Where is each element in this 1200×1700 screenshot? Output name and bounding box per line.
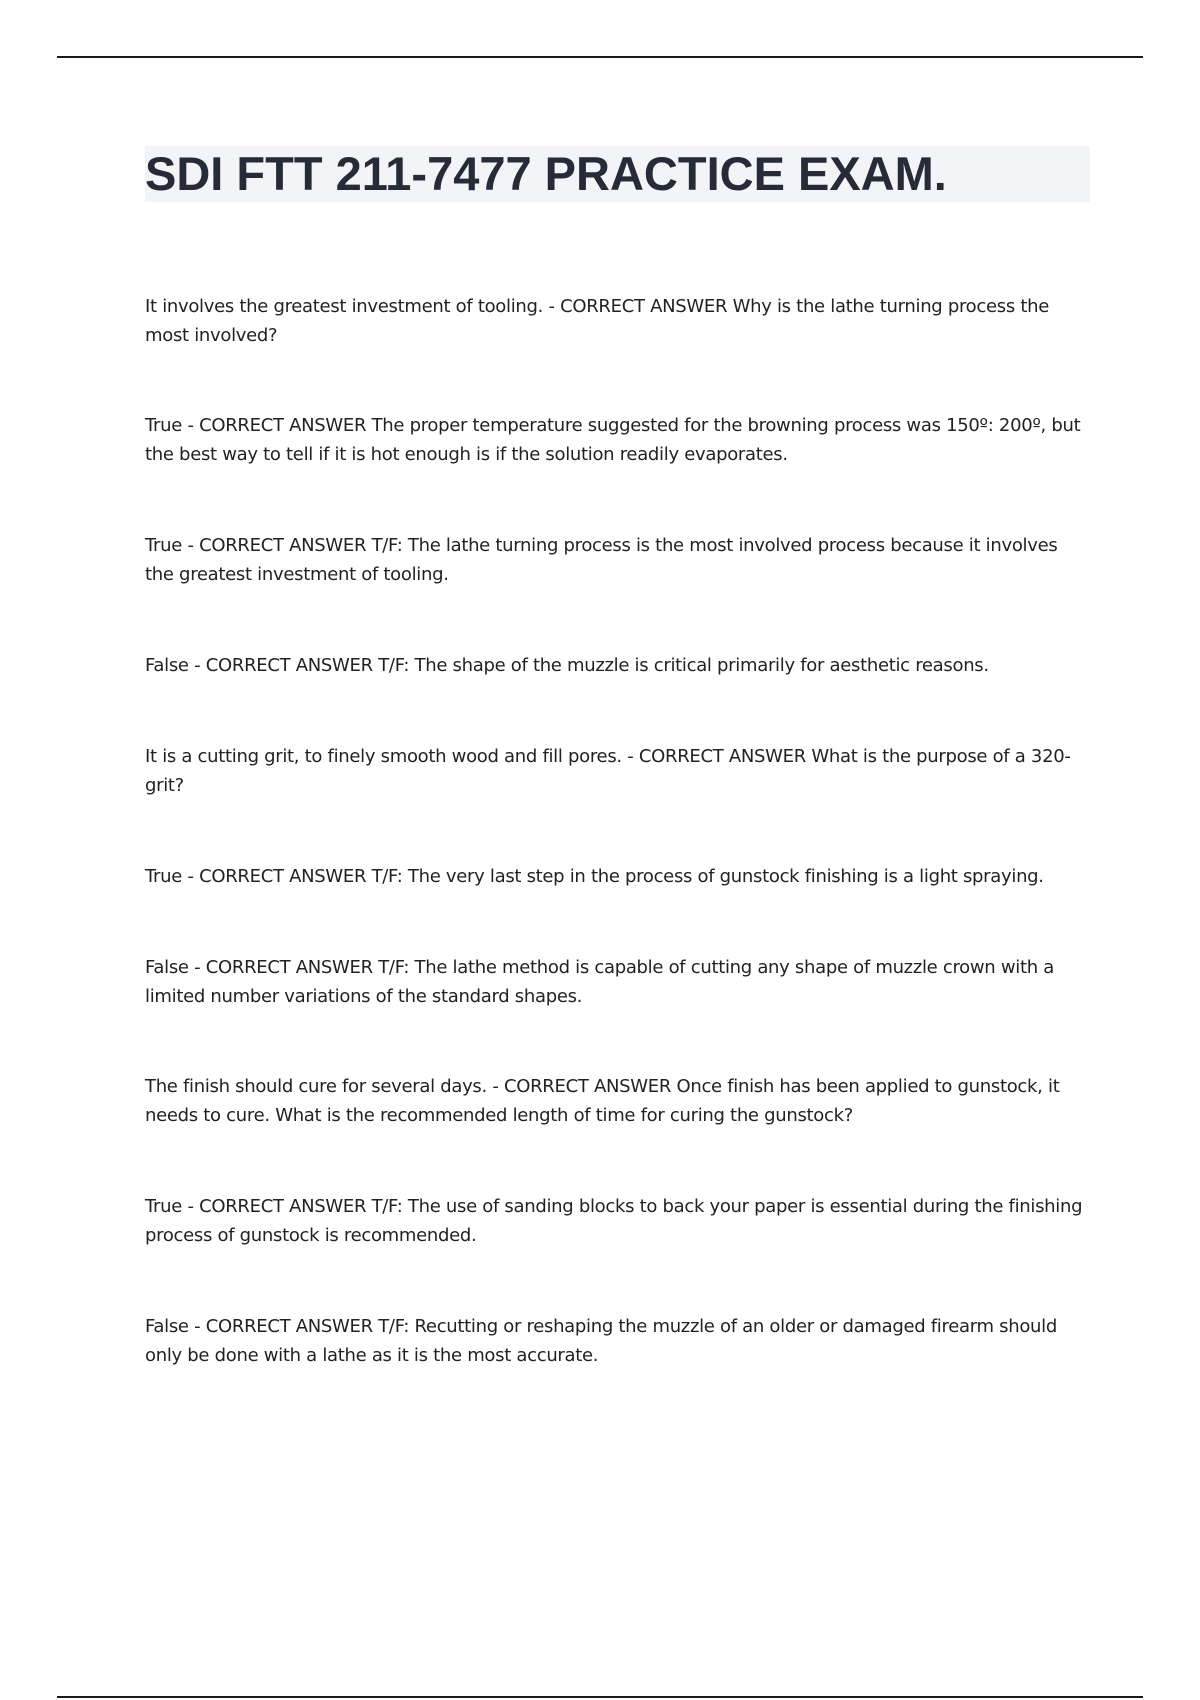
- qa-item-3: True - CORRECT ANSWER T/F: The lathe turning process is the most involved process because it involves the greatest investment of tooling.: [145, 535, 1058, 585]
- qa-item-8: The finish should cure for several days. - CORRECT ANSWER Once finish has been applied to gunstock, it needs to cure. What is the recommended length of time for curing the gunstock?: [145, 1076, 1060, 1126]
- qa-item-1: It involves the greatest investment of tooling. - CORRECT ANSWER Why is the lathe turning process the most involved?: [145, 296, 1049, 346]
- bottom-rule: [57, 1696, 1143, 1698]
- qa-item-10: False - CORRECT ANSWER T/F: Recutting or reshaping the muzzle of an older or damaged firearm should only be done with a lathe as it is the most accurate.: [145, 1316, 1057, 1366]
- qa-item-9: True - CORRECT ANSWER T/F: The use of sanding blocks to back your paper is essential during the finishing process of gunstock is recommended.: [145, 1196, 1083, 1246]
- qa-item-4: False - CORRECT ANSWER T/F: The shape of the muzzle is critical primarily for aesthetic reasons.: [145, 655, 989, 676]
- qa-item-6: True - CORRECT ANSWER T/F: The very last step in the process of gunstock finishing is a light spraying.: [145, 866, 1044, 887]
- qa-item-7: False - CORRECT ANSWER T/F: The lathe method is capable of cutting any shape of muzzle crown with a limited number variations of the standard shapes.: [145, 957, 1054, 1007]
- qa-item-5: It is a cutting grit, to finely smooth wood and fill pores. - CORRECT ANSWER What is the purpose of a 320-grit?: [145, 746, 1071, 796]
- qa-item-2: True - CORRECT ANSWER The proper temperature suggested for the browning process was 150º: 200º, but the best way to tell if it is hot enough is if the solution readily evaporates.: [145, 415, 1081, 465]
- document-title: SDI FTT 211-7477 PRACTICE EXAM.: [145, 147, 947, 200]
- top-rule: [57, 56, 1143, 58]
- title-block: [145, 146, 1090, 202]
